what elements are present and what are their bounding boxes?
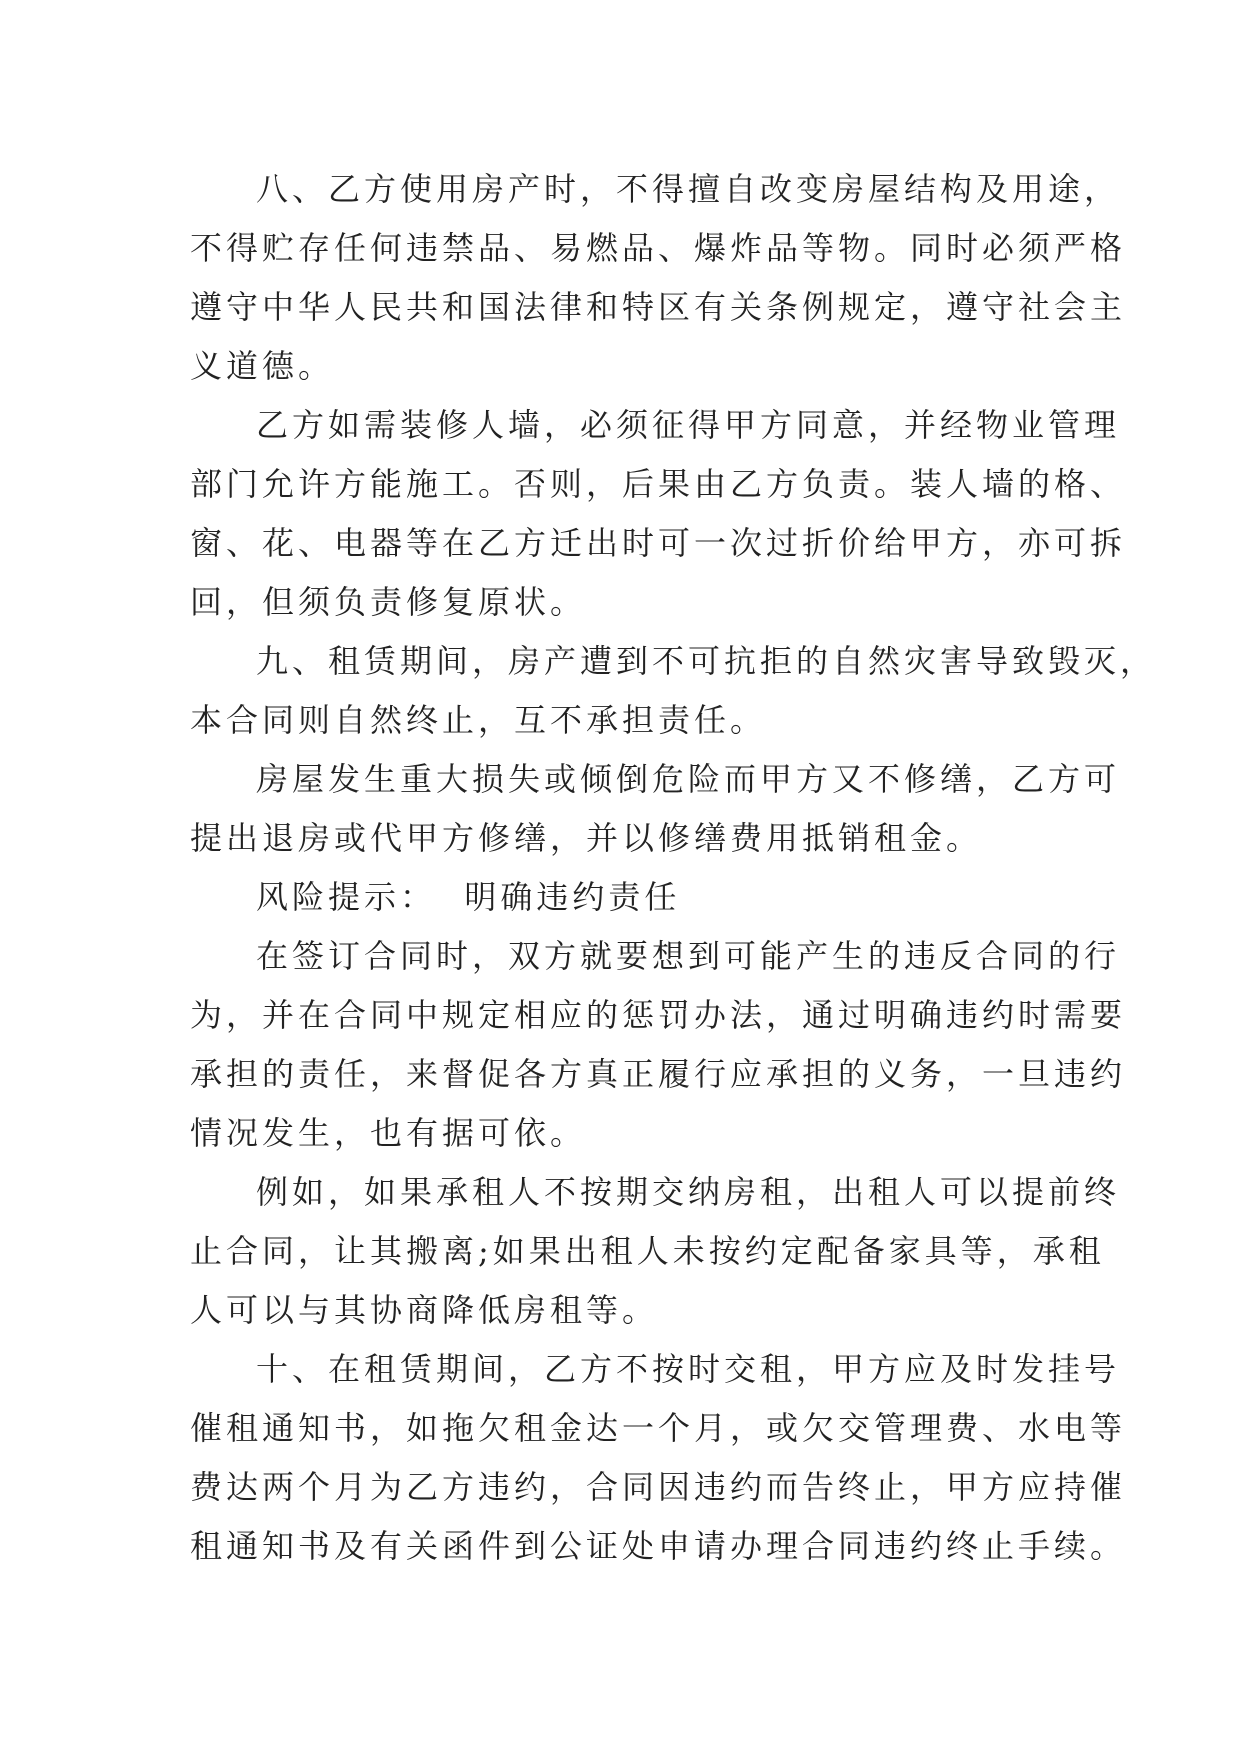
text-line: 十、在租赁期间，乙方不按时交租，甲方应及时发挂号	[256, 1350, 1121, 1388]
text-line: 催租通知书，如拖欠租金达一个月，或欠交管理费、水电等	[190, 1409, 1127, 1447]
document-body	[190, 160, 1157, 1576]
text-line: 提出退房或代甲方修缮，并以修缮费用抵销租金。	[190, 819, 983, 857]
text-line: 房屋发生重大损失或倾倒危险而甲方又不修缮，乙方可	[256, 760, 1121, 798]
paragraph-clause-9	[190, 632, 1157, 750]
text-line: 在签订合同时，双方就要想到可能产生的违反合同的行	[256, 937, 1121, 975]
text-line: 部门允许方能施工。否则，后果由乙方负责。装人墙的格、	[190, 465, 1127, 503]
paragraph-risk-heading	[190, 868, 1062, 927]
text-line: 人可以与其协商降低房租等。	[190, 1291, 659, 1329]
text-line: 为，并在合同中规定相应的惩罚办法，通过明确违约时需要	[190, 996, 1127, 1034]
text-line: 回，但须负责修复原状。	[190, 583, 587, 621]
text-line: 租通知书及有关函件到公证处申请办理合同违约终止手续。	[190, 1527, 1127, 1565]
text-line: 本合同则自然终止，互不承担责任。	[190, 701, 767, 739]
text-line: 义道德。	[190, 347, 335, 385]
paragraph-repair	[190, 750, 1121, 868]
text-line: 窗、花、电器等在乙方迁出时可一次过折价给甲方，亦可拆	[190, 524, 1127, 562]
text-line: 乙方如需装修人墙，必须征得甲方同意，并经物业管理	[256, 406, 1121, 444]
paragraph-risk-body	[190, 927, 1127, 1163]
paragraph-example	[190, 1163, 1121, 1340]
text-line: 止合同，让其搬离;如果出租人未按约定配备家具等，承租	[190, 1232, 1105, 1270]
text-line: 费达两个月为乙方违约，合同因违约而告终止，甲方应持催	[190, 1468, 1127, 1506]
paragraph-renovation	[190, 396, 1127, 632]
paragraph-clause-8	[190, 160, 1127, 396]
text-line: 不得贮存任何违禁品、易燃品、爆炸品等物。同时必须严格	[190, 229, 1127, 267]
text-line: 承担的责任，来督促各方真正履行应承担的义务，一旦违约	[190, 1055, 1127, 1093]
text-line: 八、乙方使用房产时，不得擅自改变房屋结构及用途，	[256, 170, 1121, 208]
text-line: 遵守中华人民共和国法律和特区有关条例规定，遵守社会主	[190, 288, 1127, 326]
text-line: 九、租赁期间，房产遭到不可抗拒的自然灾害导致毁灭，	[256, 642, 1157, 680]
paragraph-clause-10	[190, 1340, 1127, 1576]
text-line: 例如，如果承租人不按期交纳房租，出租人可以提前终	[256, 1173, 1121, 1211]
text-line: 情况发生，也有据可依。	[190, 1114, 587, 1152]
text-line: 风险提示： 明确违约责任	[256, 878, 681, 916]
